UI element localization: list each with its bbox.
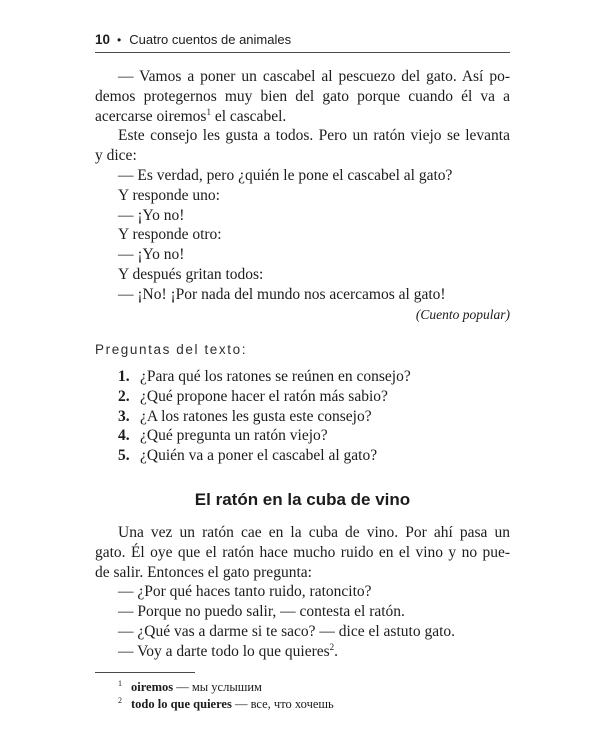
story2-line-7-end: . [334, 642, 339, 660]
question-number: 3. [118, 407, 130, 425]
running-header [95, 31, 291, 49]
story-2-title: El ratón en la cuba de vino [194, 490, 411, 509]
question-item [95, 426, 510, 446]
story2-line-3: de salir. Entonces el gato pregunta: [95, 563, 312, 581]
question-number: 1. [118, 368, 130, 385]
question-number: 4. [118, 427, 130, 445]
page-number: 10 [95, 32, 111, 47]
question-item [95, 407, 510, 427]
story1-line-8: — ¡Yo no! [118, 206, 185, 224]
question-number: 2. [118, 387, 130, 405]
question-item [95, 387, 510, 407]
story-2-text [95, 523, 510, 662]
question-text: ¿Quién va a poner el cascabel al gato? [140, 447, 378, 465]
story2-line-6: — ¿Qué vas a darme si te saco? — dice el astuto gato. [118, 622, 456, 640]
header-rule [95, 52, 510, 53]
footnote-term: oiremos [131, 680, 174, 694]
footnote-1: 1 oiremos — мы услышим [118, 679, 262, 694]
footnote-ref-2: 2 [329, 641, 335, 652]
story2-line-7 [95, 642, 510, 662]
questions-title: Preguntas del texto: [95, 342, 248, 357]
story1-line-5: y dice: [95, 147, 137, 165]
story-source: (Cuento popular) [415, 306, 510, 322]
question-item [95, 446, 510, 466]
footnote-term: todo lo que quieres [131, 697, 232, 711]
story2-line-2: gato. Él oye que el ratón hace mucho ruido en el vino y no pue- [95, 543, 510, 561]
question-number: 5. [118, 447, 130, 465]
story1-line-3-text: acercarse oiremos [95, 107, 207, 125]
running-title: Cuatro cuentos de animales [129, 32, 292, 47]
story2-line-1: Una vez un ratón cae en la cuba de vino. Por ahí pasa un [118, 524, 510, 541]
question-text: ¿Qué propone hacer el ratón más sabio? [140, 387, 388, 405]
story1-line-4: Este consejo les gusta a todos. Pero un ratón viejo se levanta [118, 127, 510, 145]
footnote-2: 2 todo lo que quieres — все, что хочешь [118, 696, 334, 711]
story2-line-5: — Porque no puedo salir, — contesta el ratón. [118, 603, 405, 621]
story1-line-10: — ¡Yo no! [118, 246, 185, 264]
footnote-gloss: — все, что хочешь [234, 697, 334, 711]
footnote-rule [95, 672, 195, 673]
questions-list [95, 367, 510, 466]
footnote-gloss: — мы услышим [176, 680, 262, 694]
story2-line-4: — ¿Por qué haces tanto ruido, ratoncito? [118, 583, 372, 601]
question-item [95, 367, 510, 387]
question-text: ¿Qué pregunta un ratón viejo? [140, 427, 328, 445]
question-text: ¿A los ratones les gusta este consejo? [140, 407, 372, 425]
story2-line-7-text: — Voy a darte todo lo que quieres [118, 642, 330, 660]
story1-line-12: — ¡No! ¡Por nada del mundo nos acercamos al gato! [118, 285, 446, 303]
footnote-ref-1: 1 [206, 106, 211, 117]
story1-line-2: demos protegernos muy bien del gato porque cuando él va a [95, 87, 510, 105]
story1-line-6: — Es verdad, pero ¿quién le pone el cascabel al gato? [118, 166, 453, 184]
story1-line-1: — Vamos a poner un cascabel al pescuezo del gato. Así po- [118, 68, 510, 85]
story1-line-11: Y después gritan todos: [118, 265, 264, 283]
question-text: ¿Para qué los ratones se reúnen en consejo? [140, 368, 411, 385]
story1-line-7: Y responde uno: [118, 186, 220, 204]
header-bullet: • [117, 33, 122, 47]
story1-line-3 [95, 107, 510, 127]
story1-line-9: Y responde otro: [118, 226, 222, 244]
story-1-text [95, 67, 510, 324]
story1-line-3-end: el cascabel. [210, 107, 287, 125]
footnotes [95, 679, 510, 713]
